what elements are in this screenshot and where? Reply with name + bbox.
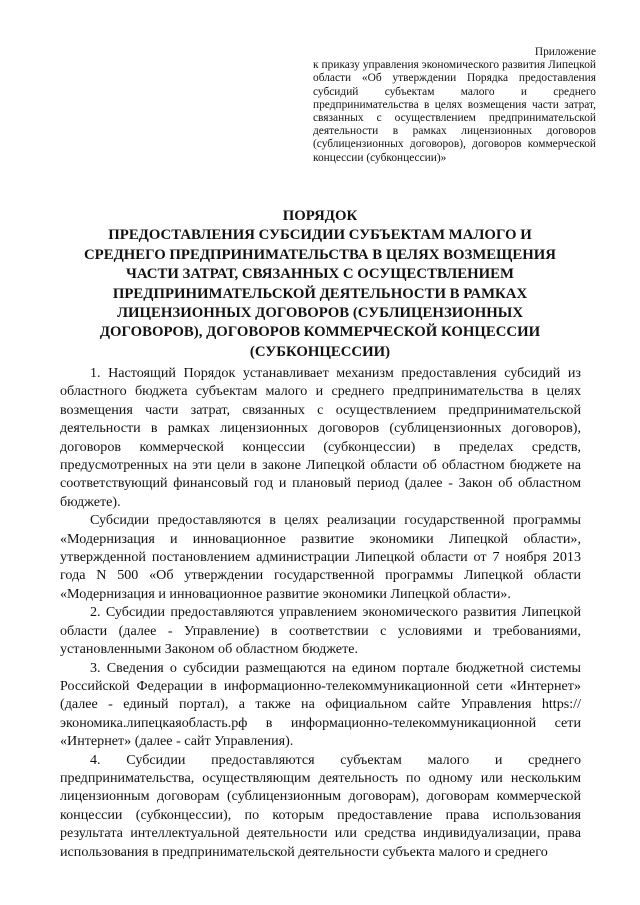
document-body bbox=[60, 364, 581, 861]
appendix-heading: Приложение bbox=[534, 46, 596, 58]
paragraph: 3. Сведения о субсидии размещаются на едином портале бюджетной системы Российской Федерации в информационно-телекоммуникационной сети «Интернет» (далее - единый портал), а также на официальном сайте Управления https://экономика.липецкаяобласть.рф в информационно-телекоммуникационной сети «Интернет» (далее - сайт Управления). bbox=[60, 659, 581, 750]
title-line-1: ПОРЯДОК bbox=[282, 208, 358, 224]
appendix-block bbox=[313, 46, 596, 165]
paragraph: 1. Настоящий Порядок устанавливает механизм предоставления субсидий из областного бюджета субъектам малого и среднего предпринимательства в целях возмещения части затрат, связанных с осуществлением предпринимательской деятельности в рамках лицензионных договоров (сублицензионных договоров), договоров коммерческой концессии (субконцессии) в пределах средств, предусмотренных на эти цели в законе Липецкой области об областном бюджете на соответствующий финансовый год и плановый период (далее - Закон об областном бюджете). bbox=[60, 365, 581, 510]
title-body: ПРЕДОСТАВЛЕНИЯ СУБСИДИИ СУБЪЕКТАМ МАЛОГО И СРЕДНЕГО ПРЕДПРИНИМАТЕЛЬСТВА В ЦЕЛЯХ ВОЗМЕЩЕНИЯ ЧАСТИ ЗАТРАТ, СВЯЗАННЫХ С ОСУЩЕСТВЛЕНИЕМ ПРЕДПРИНИМАТЕЛЬСКОЙ ДЕЯТЕЛЬНОСТИ В РАМКАХ ЛИЦЕНЗИОННЫХ ДОГОВОРОВ (СУБЛИЦЕНЗИОННЫХ ДОГОВОРОВ), ДОГОВОРОВ КОММЕРЧЕСКОЙ КОНЦЕССИИ (СУБКОНЦЕССИИ) bbox=[84, 227, 556, 360]
paragraph: 4. Субсидии предоставляются субъектам малого и среднего предпринимательства, осуществляющим деятельность по одному или нескольким лицензионным договорам (сублицензионным договорам), договорам коммерческой концессии (субконцессии), по которым предоставление права использования результата интеллектуальной деятельности или средства индивидуализации, права использования в предпринимательской деятельности субъекта малого и среднего bbox=[60, 751, 581, 860]
document-title bbox=[78, 207, 562, 362]
appendix-text: к приказу управления экономического развития Липецкой области «Об утверждении Порядка предоставления субсидий субъектам малого и среднего предпринимательства в целях возмещения части затрат, связанных с осуществлением предпринимательской деятельности в рамках лицензионных договоров (сублицензионных договоров), договоров коммерческой концессии (субконцессии)» bbox=[313, 59, 596, 164]
paragraph: 2. Субсидии предоставляются управлением экономического развития Липецкой области (далее - Управление) в соответствии с условиями и требованиями, установленными Законом об областном бюджете. bbox=[60, 604, 581, 658]
paragraph: Субсидии предоставляются в целях реализации государственной программы «Модернизация и инновационное развитие экономики Липецкой области», утвержденной постановлением администрации Липецкой области от 7 ноября 2013 года N 500 «Об утверждении государственной программы Липецкой области «Модернизация и инновационное развитие экономики Липецкой области». bbox=[60, 512, 581, 602]
